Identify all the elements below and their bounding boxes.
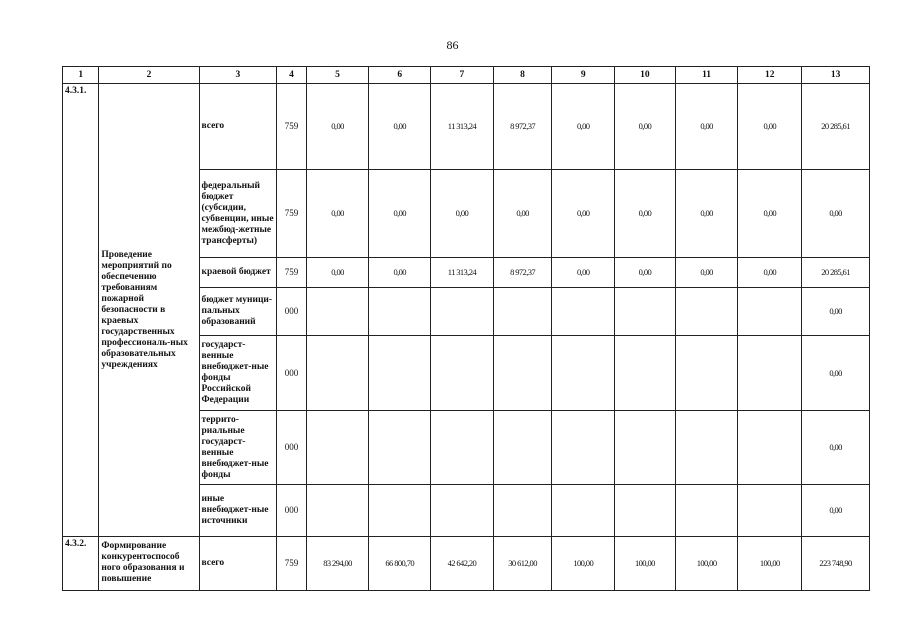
value-cell — [552, 336, 615, 411]
budget-table — [62, 66, 870, 591]
value-cell: 0,00 — [802, 411, 870, 485]
value-cell — [369, 336, 431, 411]
header-cell: 4 — [277, 67, 306, 84]
value-cell: 42 642,20 — [431, 537, 494, 591]
value-cell: 0,00 — [493, 170, 552, 258]
value-cell: 0,00 — [738, 84, 802, 170]
group-code: 759 — [277, 258, 306, 288]
funding-source: федеральный бюджет (субсидии, субвенции, иные межбюд-жетные трансферты) — [199, 170, 277, 258]
value-cell: 100,00 — [552, 537, 615, 591]
funding-source: террито-риальные государст-венные внебюджет-ные фонды — [199, 411, 277, 485]
funding-source: всего — [199, 537, 277, 591]
row-code: 4.3.2. — [63, 537, 99, 591]
value-cell — [431, 411, 494, 485]
value-cell — [552, 288, 615, 336]
value-cell: 8 972,37 — [493, 258, 552, 288]
value-cell: 0,00 — [675, 84, 738, 170]
value-cell — [306, 336, 369, 411]
header-cell: 9 — [552, 67, 615, 84]
group-code: 759 — [277, 170, 306, 258]
value-cell: 0,00 — [306, 84, 369, 170]
header-cell: 2 — [99, 67, 199, 84]
value-cell: 0,00 — [306, 170, 369, 258]
header-cell: 12 — [738, 67, 802, 84]
measure-name: Проведение мероприятий по обеспечению требованиям пожарной безопасности в краевых государственных профессиональ-ных образовательных учреждениях — [99, 84, 199, 537]
value-cell — [615, 336, 676, 411]
header-cell: 8 — [493, 67, 552, 84]
group-code: 000 — [277, 485, 306, 537]
row-code: 4.3.1. — [63, 84, 99, 537]
value-cell — [306, 288, 369, 336]
value-cell — [493, 336, 552, 411]
value-cell: 66 800,70 — [369, 537, 431, 591]
value-cell — [431, 485, 494, 537]
header-row — [63, 67, 870, 84]
group-code: 759 — [277, 537, 306, 591]
value-cell: 0,00 — [552, 84, 615, 170]
funding-source: государст-венные внебюджет-ные фонды Российской Федерации — [199, 336, 277, 411]
table-row — [63, 537, 870, 591]
value-cell: 0,00 — [615, 258, 676, 288]
value-cell — [552, 411, 615, 485]
value-cell: 0,00 — [552, 170, 615, 258]
value-cell: 100,00 — [738, 537, 802, 591]
header-cell: 7 — [431, 67, 494, 84]
value-cell: 20 285,61 — [802, 258, 870, 288]
value-cell — [306, 411, 369, 485]
value-cell: 8 972,37 — [493, 84, 552, 170]
value-cell: 20 285,61 — [802, 84, 870, 170]
value-cell: 0,00 — [369, 170, 431, 258]
value-cell: 223 748,90 — [802, 537, 870, 591]
value-cell — [738, 288, 802, 336]
value-cell — [493, 411, 552, 485]
header-cell: 1 — [63, 67, 99, 84]
value-cell: 0,00 — [431, 170, 494, 258]
value-cell — [675, 288, 738, 336]
value-cell: 0,00 — [738, 258, 802, 288]
funding-source: всего — [199, 84, 277, 170]
group-code: 759 — [277, 84, 306, 170]
section-2-body — [63, 537, 870, 591]
value-cell — [738, 485, 802, 537]
value-cell: 0,00 — [552, 258, 615, 288]
value-cell — [431, 288, 494, 336]
value-cell — [675, 485, 738, 537]
value-cell: 0,00 — [675, 258, 738, 288]
header-cell: 11 — [675, 67, 738, 84]
value-cell: 0,00 — [306, 258, 369, 288]
value-cell — [431, 336, 494, 411]
header-cell: 10 — [615, 67, 676, 84]
value-cell: 0,00 — [802, 170, 870, 258]
value-cell — [675, 411, 738, 485]
value-cell: 11 313,24 — [431, 258, 494, 288]
value-cell — [738, 336, 802, 411]
value-cell — [369, 288, 431, 336]
header-cell: 6 — [369, 67, 431, 84]
value-cell: 0,00 — [615, 84, 676, 170]
value-cell: 83 294,00 — [306, 537, 369, 591]
value-cell — [369, 411, 431, 485]
value-cell — [369, 485, 431, 537]
value-cell: 11 313,24 — [431, 84, 494, 170]
section-1-body — [63, 84, 870, 537]
value-cell — [493, 288, 552, 336]
group-code: 000 — [277, 411, 306, 485]
value-cell — [615, 485, 676, 537]
value-cell: 100,00 — [615, 537, 676, 591]
value-cell — [675, 336, 738, 411]
value-cell: 0,00 — [675, 170, 738, 258]
value-cell — [306, 485, 369, 537]
funding-source: бюджет муници-пальных образований — [199, 288, 277, 336]
value-cell: 0,00 — [615, 170, 676, 258]
value-cell: 0,00 — [802, 288, 870, 336]
value-cell: 0,00 — [802, 336, 870, 411]
value-cell — [615, 411, 676, 485]
group-code: 000 — [277, 336, 306, 411]
table-row — [63, 84, 870, 170]
value-cell: 30 612,00 — [493, 537, 552, 591]
value-cell — [615, 288, 676, 336]
page-number: 86 — [446, 38, 459, 52]
value-cell — [552, 485, 615, 537]
value-cell: 0,00 — [738, 170, 802, 258]
funding-source: иные внебюджет-ные источники — [199, 485, 277, 537]
measure-name: Формирование конкурентоспособ ного образования и повышение — [99, 537, 199, 591]
group-code: 000 — [277, 288, 306, 336]
value-cell: 0,00 — [369, 258, 431, 288]
header-cell: 3 — [199, 67, 277, 84]
value-cell: 100,00 — [675, 537, 738, 591]
value-cell — [493, 485, 552, 537]
value-cell: 0,00 — [802, 485, 870, 537]
value-cell: 0,00 — [369, 84, 431, 170]
funding-source: краевой бюджет — [199, 258, 277, 288]
header-cell: 13 — [802, 67, 870, 84]
header-cell: 5 — [306, 67, 369, 84]
value-cell — [738, 411, 802, 485]
